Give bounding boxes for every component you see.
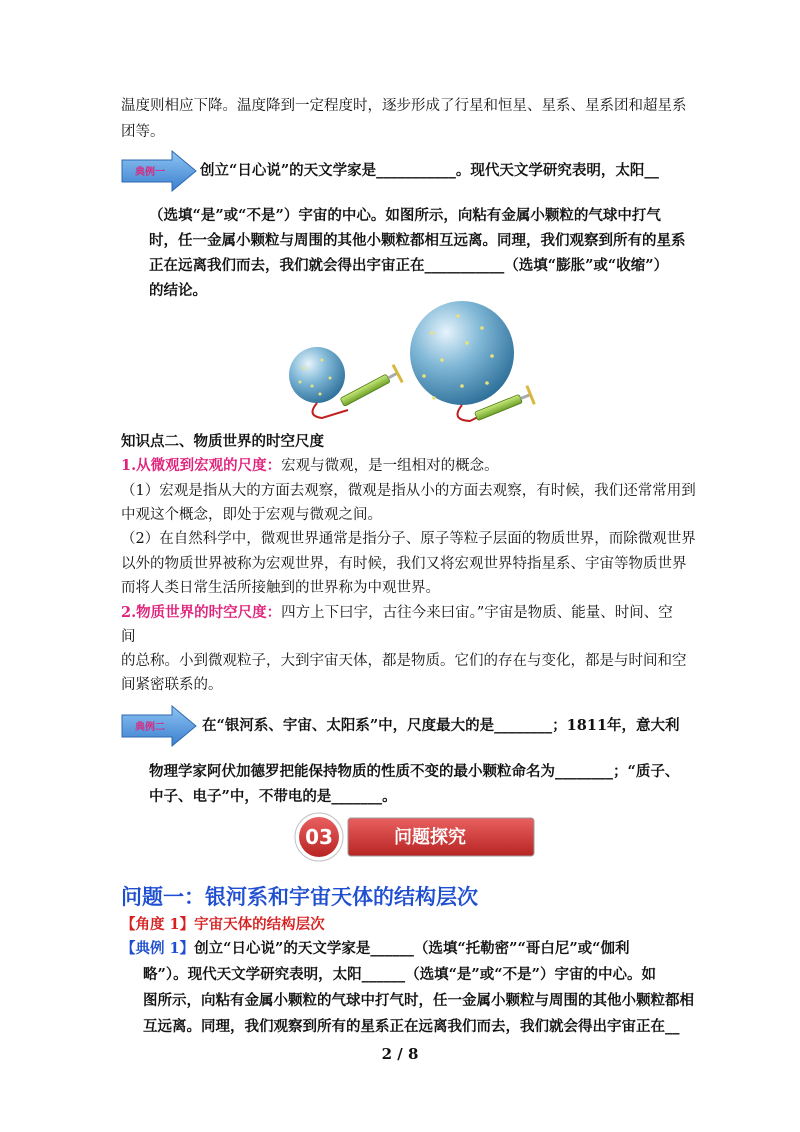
knowledge-p4 [121,603,673,623]
typical-example-tag: 【典例 1】 [121,940,195,957]
problem-heading: 问题一：银河系和宇宙天体的结构层次 [121,885,478,909]
knowledge-p4-line-3: 的总称。小到微观粒子，大到宇宙天体，都是物质。它们的存在与变化，都是与时间和空 [121,653,687,669]
example2-line-2: 物理学家阿伏加德罗把能保持物质的性质不变的最小颗粒命名为________；“质子、 [149,763,680,780]
example1-line-3: 时，任一金属小颗粒与周围的其他小颗粒都相互远离。同理，我们观察到所有的星系 [149,232,686,249]
knowledge-p3-line-2: 以外的物质世界被称为宏观世界，有时候，我们又将宏观世界特指星系、宇宙等物质世界 [121,556,687,572]
example1-tag: 典例一 [135,167,165,178]
knowledge-title: 知识点二、物质世界的时空尺度 [121,433,324,450]
knowledge-p1-text: 宏观与微观，是一组相对的概念。 [281,458,499,474]
knowledge-p4-label: 2.物质世界的时空尺度： [121,604,282,621]
intro-line-1: 温度则相应下降。温度降到一定程度时，逐步形成了行星和恒星、星系、星系团和超星系 [121,98,687,114]
knowledge-p2-line-1: （1）宏观是指从大的方面去观察，微观是指从小的方面去观察，有时候，我们还常常用到 [121,483,696,499]
typical-example-line-4: 互远离。同理，我们观察到所有的星系正在远离我们而去，我们就会得出宇宙正在__ [143,1018,680,1035]
knowledge-p1-label: 1.从微观到宏观的尺度： [121,457,282,474]
knowledge-p4-line-2: 间 [121,629,136,645]
example1-line-4: 正在远离我们而去，我们就会得出宇宙正在___________（选填“膨胀”或“收缩”） [149,257,669,274]
example1-line-1: 创立“日心说”的天文学家是___________。现代天文学研究表明，太阳__ [200,162,659,179]
example-arrow-icon [120,705,198,747]
example-arrow-icon [120,150,198,192]
small-pump [338,364,404,412]
angle-line [121,915,325,935]
knowledge-p3-line-1: （2）在自然科学中，微观世界通常是指分子、原子等粒子层面的物质世界，而除微观世界 [121,531,696,547]
knowledge-p2-line-2: 中观这个概念，即处于宏观与微观之间。 [121,507,382,523]
page-number: 2 / 8 [381,1045,419,1063]
balloon-pump-figure [282,298,552,426]
knowledge-p3-line-3: 而将人类日常生活所接触到的世界称为中观世界。 [121,580,440,596]
knowledge-p1 [121,456,499,476]
typical-example-line-2: 略”）。现代天文学研究表明，太阳______（选填“是”或“不是”）宇宙的中心。如 [143,966,656,983]
section-number: 03 [305,825,333,849]
small-balloon [289,347,345,403]
example2-line-1: 在“银河系、宇宙、太阳系”中，尺度最大的是________；1811年，意大利 [202,717,680,734]
intro-line-2: 团等。 [121,124,165,140]
typical-example-line-3: 图所示，向粘有金属小颗粒的气球中打气时，任一金属小颗粒与周围的其他小颗粒都相 [143,992,694,1009]
example1-line-2: （选填“是”或“不是”）宇宙的中心。如图所示，向粘有金属小颗粒的气球中打气 [149,207,661,224]
angle-text: 宇宙天体的结构层次 [194,916,325,933]
knowledge-p4-line-4: 间紧密联系的。 [121,677,223,693]
knowledge-p4-text: 四方上下曰宇，古往今来曰宙。”宇宙是物质、能量、时间、空 [281,605,673,621]
section-banner [292,812,542,862]
example1-line-5: 的结论。 [149,282,207,299]
section-title: 问题探究 [394,827,466,848]
example2-tag: 典例二 [135,722,165,733]
large-balloon [410,301,514,405]
typical-example-line-1 [121,939,630,959]
example2-line-3: 中子、电子”中，不带电的是_______。 [149,788,397,805]
angle-tag: 【角度 1】 [121,916,195,933]
typical-example-text-1: 创立“日心说”的天文学家是______（选填“托勒密”“哥白尼”或“伽利 [194,940,630,957]
